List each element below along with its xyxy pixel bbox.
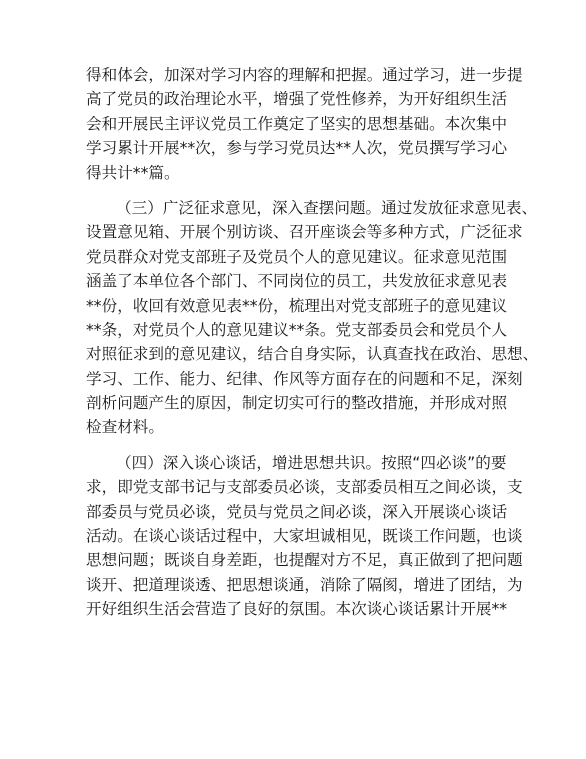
paragraph-study-summary (86, 63, 523, 185)
text-line: **份，收回有效意见表**份，梳理出对党支部班子的意见建议 (86, 296, 508, 315)
text-line: 检查材料。 (86, 418, 164, 437)
text-line: 谈开、把道理谈透、把思想谈通，消除了隔阂，增进了团结，为 (86, 575, 523, 594)
text-line: 设置意见箱、开展个别访谈、召开座谈会等多种方式，广泛征求 (86, 223, 523, 242)
text-line: 活动。在谈心谈话过程中，大家坦诚相见，既谈工作问题，也谈 (86, 527, 523, 546)
text-line: （三）广泛征求意见，深入查摆问题。通过发放征求意见表、 (116, 198, 538, 217)
text-line: 高了党员的政治理论水平，增强了党性修养，为开好组织生活 (86, 90, 508, 109)
text-line: 思想问题；既谈自身差距，也提醒对方不足，真正做到了把问题 (86, 551, 523, 570)
text-line: 学习、工作、能力、纪律、作风等方面存在的问题和不足，深刻 (86, 369, 523, 388)
text-line: 得和体会，加深对学习内容的理解和把握。通过学习，进一步提 (86, 66, 523, 84)
text-line: 学习累计开展**次，参与学习党员达**人次，党员撰写学习心 (86, 139, 508, 158)
text-line: 开好组织生活会营造了良好的氛围。本次谈心谈话累计开展** (86, 600, 508, 619)
text-line: 得共计**篇。 (86, 163, 180, 182)
text-line: 涵盖了本单位各个部门、不同岗位的员工，共发放征求意见表 (86, 272, 508, 291)
text-line: 求，即党支部书记与支部委员必谈，支部委员相互之间必谈，支 (86, 478, 523, 497)
text-line: **条，对党员个人的意见建议**条。党支部委员会和党员个人 (86, 320, 508, 339)
text-line: 剖析问题产生的原因，制定切实可行的整改措施，并形成对照 (86, 394, 508, 413)
text-line: 会和开展民主评议党员工作奠定了坚实的思想基础。本次集中 (86, 114, 508, 133)
document-body (86, 63, 539, 633)
text-line: 对照征求到的意见建议，结合自身实际，认真查找在政治、思想、 (86, 345, 539, 364)
text-line: 部委员与党员必谈，党员与党员之间必谈，深入开展谈心谈话 (86, 502, 508, 521)
paragraph-solicit-opinions (86, 196, 539, 440)
text-line: （四）深入谈心谈话，增进思想共识。按照“四必谈”的要 (116, 453, 507, 472)
text-line: 党员群众对党支部班子及党员个人的意见建议。征求意见范围 (86, 247, 508, 266)
paragraph-heart-to-heart-talks (86, 451, 523, 622)
